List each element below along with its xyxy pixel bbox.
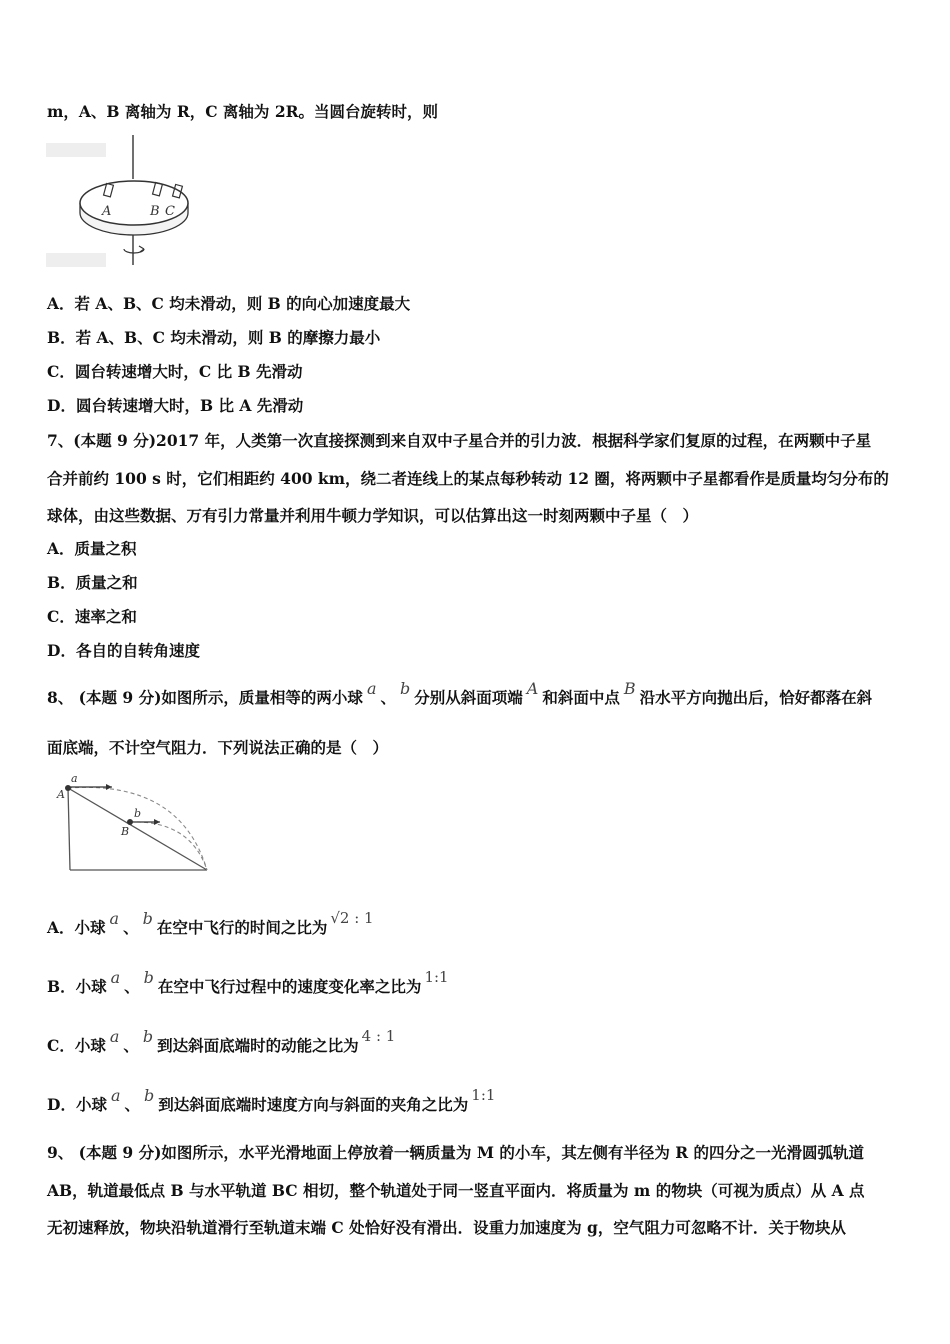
q9-stem-line-3: 无初速释放，物块沿轨道滑行至轨道末端 C 处恰好没有滑出．设重力加速度为 g，空气阻力可忽略不计．关于物块从 xyxy=(47,1218,846,1237)
q8-stem-part-4: 沿水平方向抛出后，恰好都落在斜 xyxy=(639,688,873,707)
incline-slope xyxy=(68,788,207,870)
ball-a-symbol: a xyxy=(110,968,121,987)
q8-stem-part-3: 和斜面中点 xyxy=(542,688,620,707)
q8-option-b[interactable] xyxy=(47,968,449,997)
q8-option-a-ratio: √2 : 1 xyxy=(330,909,374,927)
intro-text: m，A、B 离轴为 R，C 离轴为 2R。当圆台旋转时，则 xyxy=(47,102,438,121)
incline-vertical-side xyxy=(68,788,70,870)
q7-stem-line-1: 7、(本题 9 分)2017 年，人类第一次直接探测到来自双中子星合并的引力波．根据科学家们复原的过程，在两颗中子星 xyxy=(47,431,872,450)
q9-stem-line-1: 9、 (本题 9 分)如图所示，水平光滑地面上停放着一辆质量为 M 的小车，其左侧有半径为 R 的四分之一光滑圆弧轨道 xyxy=(47,1143,865,1162)
faded-mark xyxy=(46,253,106,267)
q8-option-c-ratio: 4 : 1 xyxy=(361,1027,396,1045)
velocity-arrowhead-b xyxy=(154,819,160,825)
q8-option-c-prefix: C．小球 xyxy=(47,1036,106,1055)
rotating-disk-figure xyxy=(44,135,214,275)
q8-option-b-prefix: B．小球 xyxy=(47,977,107,996)
ball-b-symbol: b xyxy=(142,1027,154,1046)
q8-option-c[interactable] xyxy=(47,1027,396,1056)
ball-b-symbol: b xyxy=(400,679,411,698)
q6-option-a[interactable]: A．若 A、B、C 均未滑动，则 B 的向心加速度最大 xyxy=(47,294,411,313)
q8-separator: 、 xyxy=(124,977,140,996)
q6-option-c[interactable]: C．圆台转速增大时，C 比 B 先滑动 xyxy=(47,362,303,381)
label-b: B xyxy=(150,204,160,219)
q8-separator: 、 xyxy=(123,1036,139,1055)
q8-stem-line-2: 面底端，不计空气阻力．下列说法正确的是（ ） xyxy=(47,738,389,757)
q6-option-b[interactable]: B．若 A、B、C 均未滑动，则 B 的摩擦力最小 xyxy=(47,328,381,347)
q8-option-a-prefix: A．小球 xyxy=(47,918,106,937)
q8-option-c-text: 到达斜面底端时的动能之比为 xyxy=(157,1036,359,1055)
q8-option-a-text: 在空中飞行的时间之比为 xyxy=(156,918,328,937)
q8-separator: 、 xyxy=(123,918,139,937)
q9-stem-line-2: AB，轨道最低点 B 与水平轨道 BC 相切，整个轨道处于同一竖直平面内．将质量为 m 的物块（可视为质点）从 A 点 xyxy=(47,1181,865,1200)
q7-option-c[interactable]: C．速率之和 xyxy=(47,607,137,626)
q8-option-b-ratio: 1:1 xyxy=(424,968,449,986)
ball-a-symbol: a xyxy=(366,679,377,698)
q8-stem-part-2: 分别从斜面项端 xyxy=(414,688,523,707)
fig2-label-b: b xyxy=(134,807,142,820)
q7-option-b[interactable]: B．质量之和 xyxy=(47,573,138,592)
point-b-symbol: B xyxy=(623,679,636,698)
faded-mark xyxy=(46,143,106,157)
q8-separator: 、 xyxy=(380,688,396,707)
point-a-symbol: A xyxy=(526,679,539,698)
fig2-label-point-a: A xyxy=(57,788,65,801)
q7-stem-line-3: 球体，由这些数据、万有引力常量并利用牛顿力学知识，可以估算出这一时刻两颗中子星（ ） xyxy=(47,506,699,525)
ball-b-symbol: b xyxy=(143,968,154,987)
label-a: A xyxy=(102,204,112,219)
ball-a-symbol: a xyxy=(109,909,120,928)
ball-a-symbol: a xyxy=(110,1086,121,1105)
q8-separator: 、 xyxy=(124,1095,141,1114)
q8-stem-part-1: 8、 (本题 9 分)如图所示，质量相等的两小球 xyxy=(47,688,363,707)
incline-projectile-figure xyxy=(50,770,220,875)
q8-option-a[interactable] xyxy=(47,909,374,938)
q7-stem-line-2: 合并前约 100 s 时，它们相距约 400 km，绕二者连线上的某点每秒转动 12 圈，将两颗中子星都看作是质量均匀分布的 xyxy=(47,469,889,488)
q8-option-d-prefix: D．小球 xyxy=(47,1095,107,1114)
q8-option-d-ratio: 1:1 xyxy=(471,1086,496,1104)
q7-option-d[interactable]: D．各自的自转角速度 xyxy=(47,641,200,660)
ball-a-symbol: a xyxy=(109,1027,120,1046)
q6-option-d[interactable]: D．圆台转速增大时，B 比 A 先滑动 xyxy=(47,396,304,415)
label-c: C xyxy=(165,204,175,219)
ball-a xyxy=(65,785,71,791)
q8-option-b-text: 在空中飞行过程中的速度变化率之比为 xyxy=(157,977,422,996)
q8-stem-line-1 xyxy=(47,679,873,708)
q8-option-d-text: 到达斜面底端时速度方向与斜面的夹角之比为 xyxy=(158,1095,469,1114)
q8-option-d[interactable] xyxy=(47,1086,496,1115)
ball-b-symbol: b xyxy=(142,909,153,928)
fig2-label-a: a xyxy=(71,772,78,785)
ball-b-symbol: b xyxy=(144,1086,155,1105)
fig2-label-point-b: B xyxy=(121,825,130,838)
q7-option-a[interactable]: A．质量之积 xyxy=(47,539,137,558)
